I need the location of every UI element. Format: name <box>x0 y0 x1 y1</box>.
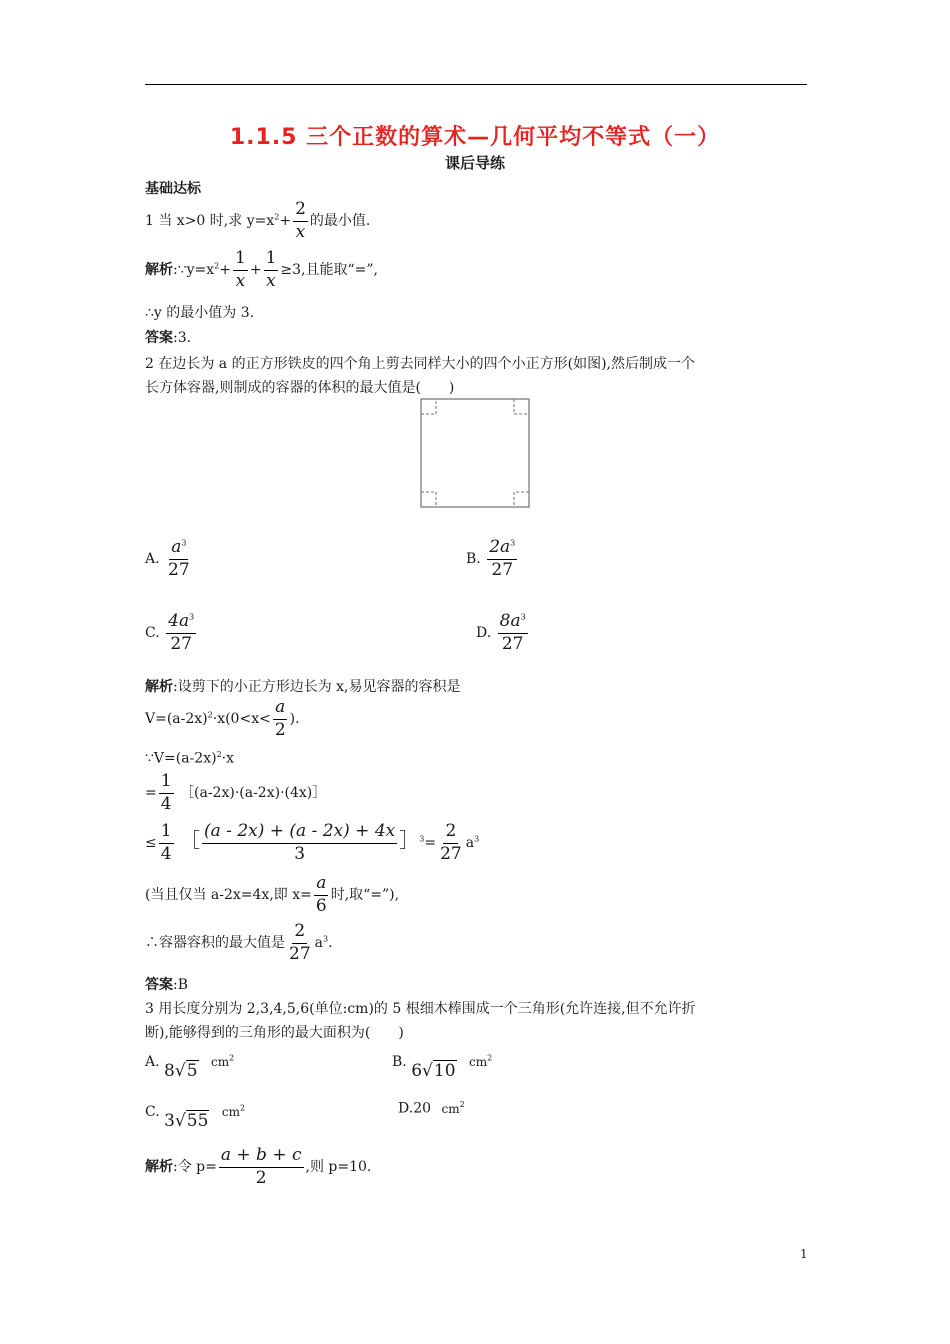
q3-option-c[interactable]: C. 3 √ 55 $cm^2$ <box>145 1103 246 1131</box>
q2-option-b[interactable]: B. $\frac{2a^3}{27}$ <box>466 537 516 580</box>
q2-option-c[interactable]: C. $\frac{4a^3}{27}$ <box>145 611 195 654</box>
square-sheet-figure <box>420 398 530 508</box>
q2-volume-restate: $\because V=(a-2x)^2\cdot x$ <box>145 750 235 767</box>
q1-conclusion: ∴y 的最小值为 3. <box>145 305 255 321</box>
page-subtitle: 课后导练 <box>444 154 505 172</box>
q3-option-b[interactable]: B. 6 √ 10 $cm^2$ <box>392 1053 493 1081</box>
q1-answer: 答案:3. <box>145 330 192 346</box>
q2-stem-line1: 2 在边长为 a 的正方形铁皮的四个角上剪去同样大小的四个小正方形(如图),然后制成一个 <box>145 356 695 372</box>
q2-option-d[interactable]: D. $\frac{8a^3}{27}$ <box>476 611 526 654</box>
q3-stem-line1: 3 用长度分别为 2,3,4,5,6(单位:cm)的 5 根细木棒围成一个三角形(允许连接,但不允许折 <box>145 1001 696 1017</box>
q2-conclusion: ∴容器容积的最大值是 $\frac{2}{27}$ $a^3$. <box>145 921 333 964</box>
q2-stem-line2: 长方体容器,则制成的容器的体积的最大值是( ) <box>145 380 455 396</box>
q2-rewrite: = $\frac{1}{4}$ ［(a-2x)·(a-2x)·(4x)］ <box>145 771 327 814</box>
q2-equality-condition: (当且仅当 a-2x=4x,即 x= $\frac{a}{6}$ 时,取“=”), <box>145 873 400 916</box>
page-title: 1.1.5 三个正数的算术—几何平均不等式（一） <box>229 125 721 150</box>
q1-fraction: $\frac{2}{x}$ <box>295 199 306 242</box>
header-rule <box>145 84 807 85</box>
q2-inequality: ≤ $\frac{1}{4}$ ［ $\frac{(a - 2x) + (a - 2x) + 4x}{3}$ ］$^3$= $\frac{2}{27}$ $a^3$ <box>145 821 480 864</box>
page-number: 1 <box>800 1247 808 1261</box>
q2-solution-intro: 解析:设剪下的小正方形边长为 x,易见容器的容积是 <box>145 679 461 695</box>
section-heading: 基础达标 <box>145 181 201 197</box>
q1-stem: 1 当 x>0 时,求 $y=x^2+$ $\frac{2}{x}$ 的最小值. <box>145 199 371 242</box>
q3-solution: 解析:令 p= $\frac{a + b + c}{2}$ ,则 p=10. <box>145 1145 372 1188</box>
q1-solution: 解析$:\because y=x^2+$ $\frac{1}{x}$ + $\frac{1}{x}$ ≥3,且能取“=”, <box>145 248 378 291</box>
q2-answer: 答案:B <box>145 977 189 993</box>
q3-option-d[interactable]: D.20 $cm^2$ <box>398 1100 465 1117</box>
q3-stem-line2: 断),能够得到的三角形的最大面积为( ) <box>145 1025 404 1041</box>
q3-option-a[interactable]: A. 8 √ 5 $cm^2$ <box>145 1053 235 1081</box>
q2-option-a[interactable]: A. $\frac{a^3}{27}$ <box>145 537 190 580</box>
q2-volume-formula: $V=(a-2x)^2\cdot x(0<x<$ $\frac{a}{2}$ ). <box>145 697 300 740</box>
